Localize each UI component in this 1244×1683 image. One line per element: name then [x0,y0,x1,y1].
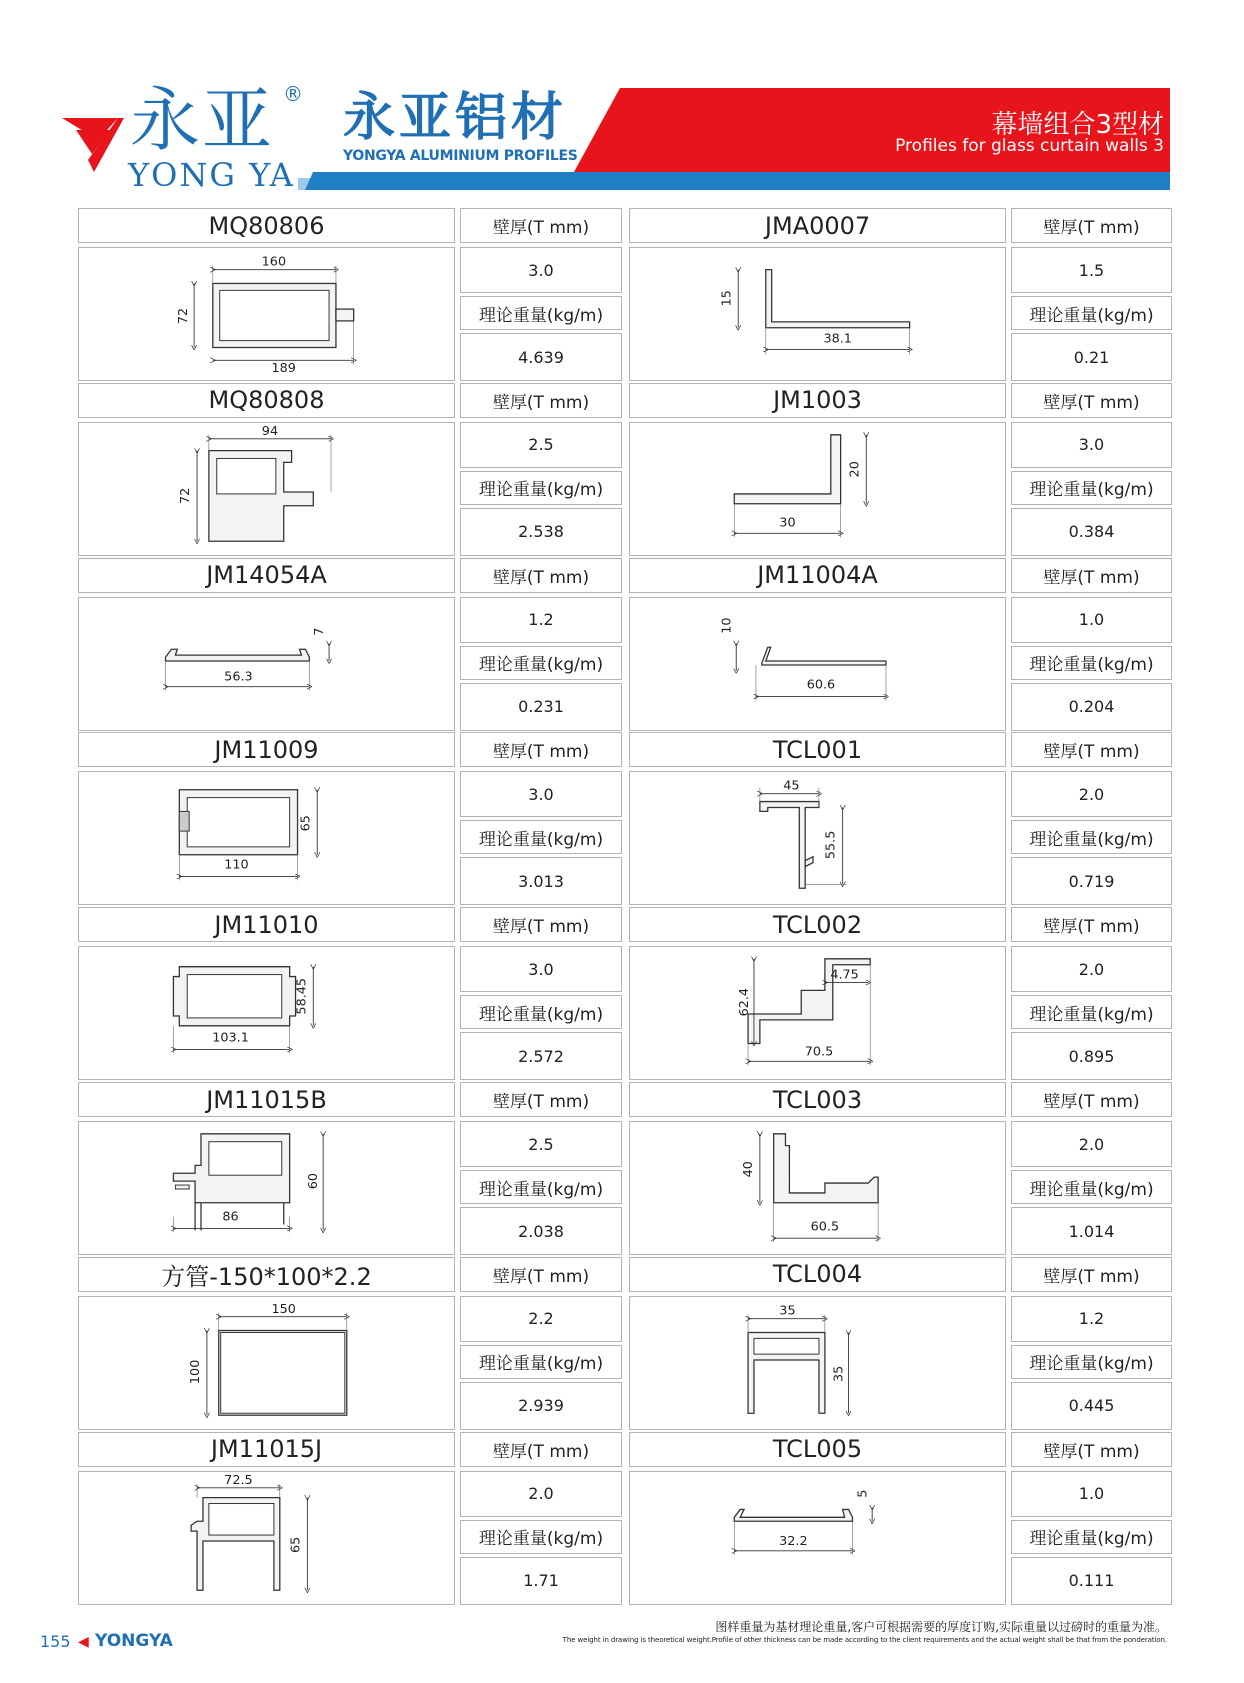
weight-label-cell [1011,471,1172,505]
weight-value: 1.71 [523,1571,559,1591]
dimension-label: 30 [779,515,796,531]
company-name-en: YONGYA ALUMINIUM PROFILES [343,148,578,164]
yongya-logo-mark [62,110,124,172]
profile-name-cell [629,732,1006,767]
weight-label-cell [460,296,622,330]
weight-label: 理论重量(kg/m) [478,1179,604,1200]
dimension-label: 32.2 [779,1533,808,1549]
profile-drawing [629,1121,1006,1255]
dimension-label: 100 [188,1359,204,1384]
weight-value-cell [460,857,622,905]
profile-cross-section [79,1297,454,1429]
header-stripe [305,172,1170,190]
profile-model-name: JM11015J [210,1435,323,1464]
thickness-label-cell [1011,732,1172,767]
thickness-label: 壁厚(T mm) [492,567,590,588]
profile-cross-section [79,1122,454,1254]
weight-value-cell [1011,857,1172,905]
thickness-label: 壁厚(T mm) [492,392,590,413]
profile-cross-section [79,947,454,1079]
weight-label-cell [460,1520,622,1554]
thickness-label: 壁厚(T mm) [1043,742,1140,763]
weight-note-en: The weight in drawing is theoretical weight.Profile of other thickness can be made according to the client requirements and the actual weight shall be that from the ponderation. [562,1636,1167,1644]
profile-model-name: MQ80808 [208,386,325,415]
weight-label: 理论重量(kg/m) [1029,1354,1154,1375]
thickness-value: 1.2 [1078,1309,1105,1329]
thickness-label-cell [460,558,622,593]
weight-value-cell [1011,1032,1172,1080]
profile-drawing [629,771,1006,905]
profile-drawing [629,422,1006,556]
thickness-label: 壁厚(T mm) [1043,917,1140,938]
profile-drawing [78,422,455,556]
weight-value: 2.038 [518,1221,564,1241]
thickness-label: 壁厚(T mm) [1043,567,1140,588]
dimension-label: 40 [740,1161,756,1178]
profile-cross-section [79,248,454,380]
profile-cross-section [630,598,1005,730]
weight-value: 2.538 [518,522,564,542]
category-title-cn: 幕墙组合3型材 [991,110,1164,140]
dimension-label: 189 [271,361,296,377]
profile-name-cell [78,1082,455,1117]
profile-name-cell [629,1257,1006,1292]
weight-label: 理论重量(kg/m) [478,1529,604,1550]
dimension-label: 150 [271,1301,296,1317]
weight-label-cell [1011,995,1172,1029]
weight-label: 理论重量(kg/m) [1029,829,1154,850]
weight-label-cell [1011,646,1172,680]
thickness-label-cell [1011,1082,1172,1117]
thickness-label-cell [460,383,622,418]
profile-model-name: JM11009 [214,735,319,764]
profile-drawing [78,946,455,1080]
dimension-label: 10 [719,617,735,634]
profile-cross-section [630,1297,1005,1429]
profile-name-cell [629,208,1006,243]
thickness-label: 壁厚(T mm) [1043,1266,1140,1287]
profile-model-name: 方管-150*100*2.2 [161,1262,372,1291]
weight-value: 0.384 [1068,522,1115,542]
thickness-label: 壁厚(T mm) [1043,218,1140,238]
weight-value-cell [460,1382,622,1430]
thickness-label: 壁厚(T mm) [1043,392,1140,413]
profile-drawing [78,1296,455,1430]
thickness-label: 壁厚(T mm) [492,218,590,238]
profile-cross-section [79,598,454,730]
weight-value: 0.719 [1068,871,1115,891]
weight-value: 0.895 [1068,1046,1115,1066]
weight-label-cell [1011,1345,1172,1379]
brand-name-cn: 永亚 [130,79,274,161]
weight-label: 理论重量(kg/m) [1029,305,1154,326]
thickness-value-cell [460,1471,622,1517]
profile-model-name: JM11010 [214,910,319,939]
thickness-value: 2.0 [528,1484,554,1504]
thickness-value: 1.0 [1078,1484,1105,1504]
thickness-label-cell [460,1082,622,1117]
weight-label-cell [460,820,622,854]
weight-label-cell [1011,1520,1172,1554]
thickness-value: 2.0 [1078,959,1105,979]
footer-brand: YONGYA [95,1631,173,1651]
thickness-label-cell [1011,208,1172,243]
weight-label-cell [460,1170,622,1204]
thickness-label: 壁厚(T mm) [1043,1441,1140,1462]
thickness-value-cell [1011,247,1172,293]
weight-value: 0.111 [1068,1571,1115,1591]
dimension-label: 15 [719,290,735,307]
weight-value: 1.014 [1068,1221,1115,1241]
thickness-label: 壁厚(T mm) [492,1092,590,1112]
dimension-label: 65 [298,815,314,832]
profile-name-cell [629,1432,1006,1467]
thickness-value: 3.0 [528,260,554,280]
weight-label: 理论重量(kg/m) [478,1004,604,1025]
thickness-value: 2.5 [528,435,554,455]
dimension-label: 72 [178,487,194,504]
weight-value-cell [1011,683,1172,731]
profile-name-cell [78,208,455,243]
dimension-label: 70.5 [804,1044,834,1060]
thickness-label: 壁厚(T mm) [492,917,590,938]
dimension-label: 20 [847,460,863,478]
profile-model-name: JM14054A [206,561,327,590]
dimension-label: 35 [779,1303,796,1319]
weight-label: 理论重量(kg/m) [1029,655,1154,676]
weight-value-cell [460,1207,622,1255]
profile-drawing [629,946,1006,1080]
profile-cross-section [79,772,454,904]
profile-name-cell [629,1082,1006,1117]
company-name-cn: 永亚铝材 [343,88,568,148]
thickness-value-cell [1011,946,1172,992]
profile-name-cell [78,1257,455,1292]
profile-name-cell [78,1432,455,1467]
profile-cross-section [79,1472,454,1604]
thickness-value-cell [460,597,622,643]
dimension-label: 56.3 [224,669,253,685]
page-number: 155 [40,1632,71,1651]
profile-model-name: JM11015B [206,1085,327,1114]
thickness-value-cell [460,422,622,468]
weight-value-cell [460,1032,622,1080]
dimension-label: 60.6 [806,677,836,693]
dimension-label: 58.45 [294,978,310,1015]
profile-drawing [78,1471,455,1605]
weight-label: 理论重量(kg/m) [478,480,604,501]
thickness-value-cell [460,247,622,293]
dimension-label: 72.5 [224,1472,253,1488]
thickness-value-cell [1011,1296,1172,1342]
weight-value: 0.204 [1068,697,1115,717]
weight-label-cell [1011,820,1172,854]
weight-label-cell [1011,1170,1172,1204]
category-title-en: Profiles for glass curtain walls 3 [895,136,1164,156]
thickness-value-cell [460,946,622,992]
profile-name-cell [78,907,455,942]
profile-drawing [629,1471,1006,1605]
thickness-value: 3.0 [1078,435,1105,455]
weight-label-cell [460,471,622,505]
thickness-label-cell [1011,383,1172,418]
weight-value: 2.939 [518,1396,564,1416]
weight-value: 3.013 [518,871,564,891]
profile-name-cell [78,732,455,767]
weight-label: 理论重量(kg/m) [1029,1004,1154,1025]
weight-label-cell [460,995,622,1029]
profile-cross-section [630,772,1005,904]
weight-label: 理论重量(kg/m) [478,1354,604,1375]
thickness-label: 壁厚(T mm) [492,742,590,763]
profile-cross-section [630,1472,1005,1604]
thickness-label-cell [460,1432,622,1467]
dimension-label: 38.1 [823,331,852,347]
thickness-label-cell [460,208,622,243]
thickness-value: 2.0 [1078,784,1105,804]
dimension-label: 62.4 [737,988,753,1017]
profile-name-cell [629,907,1006,942]
dimension-label: 103.1 [212,1030,249,1046]
thickness-label: 壁厚(T mm) [492,1266,590,1287]
thickness-value-cell [1011,422,1172,468]
profile-model-name: TCL004 [772,1260,863,1289]
profile-model-name: JM1003 [773,386,862,415]
profile-name-cell [78,558,455,593]
thickness-value: 1.5 [1078,260,1105,280]
registered-mark: ® [283,82,303,106]
thickness-value-cell [1011,1471,1172,1517]
dimension-label: 110 [224,857,249,873]
profile-drawing [629,597,1006,731]
profile-cross-section [630,423,1005,555]
profile-cross-section [630,947,1005,1079]
weight-value-cell [1011,1207,1172,1255]
weight-value-cell [1011,333,1172,381]
thickness-label-cell [1011,1432,1172,1467]
profile-model-name: TCL003 [772,1085,863,1114]
profile-name-cell [629,558,1006,593]
dimension-label: 45 [783,779,800,795]
profile-cross-section [79,423,454,555]
dimension-label: 72 [176,307,192,325]
dimension-label: 5 [855,1489,871,1498]
weight-value-cell [1011,1557,1172,1605]
weight-note-cn: 图样重量为基材理论重量,客户可根据需要的厚度订购,实际重量以过磅时的重量为准。 [715,1620,1167,1634]
profile-cross-section [630,248,1005,380]
profile-name-cell [629,383,1006,418]
thickness-value-cell [1011,597,1172,643]
thickness-label-cell [460,732,622,767]
dimension-label: 7 [312,627,328,636]
weight-value-cell [460,333,622,381]
weight-label-cell [460,646,622,680]
thickness-value: 2.2 [528,1309,554,1329]
thickness-value-cell [460,1296,622,1342]
weight-value: 0.21 [1073,347,1110,367]
profile-model-name: TCL002 [772,910,863,939]
page-arrow-icon: ◀ [78,1634,89,1650]
weight-value-cell [1011,508,1172,556]
thickness-value: 1.0 [1078,610,1105,630]
profile-model-name: TCL001 [772,735,863,764]
thickness-label-cell [1011,907,1172,942]
profile-cross-section [630,1122,1005,1254]
weight-label: 理论重量(kg/m) [1029,1529,1154,1550]
brand-name-en: YONG YA [128,156,295,194]
dimension-label: 55.5 [823,831,839,860]
weight-value-cell [460,508,622,556]
profile-drawing [629,1296,1006,1430]
thickness-value: 1.2 [528,610,554,630]
profile-name-cell [78,383,455,418]
thickness-label-cell [1011,1257,1172,1292]
weight-value: 4.639 [518,347,564,367]
weight-value: 0.231 [518,697,564,717]
thickness-label-cell [460,1257,622,1292]
dimension-label: 60.5 [810,1219,840,1235]
profile-drawing [78,597,455,731]
weight-label-cell [460,1345,622,1379]
dimension-label: 86 [222,1209,239,1225]
thickness-label-cell [1011,558,1172,593]
thickness-value-cell [1011,771,1172,817]
weight-value-cell [460,1557,622,1605]
weight-label: 理论重量(kg/m) [1029,1179,1154,1200]
weight-label: 理论重量(kg/m) [478,829,604,850]
dimension-label: 60 [306,1172,322,1190]
thickness-value: 2.0 [1078,1134,1105,1154]
profile-model-name: JMA0007 [764,211,871,240]
dimension-label: 160 [261,254,287,270]
profile-drawing [78,771,455,905]
dimension-label: 4.75 [830,967,859,983]
dimension-label: 35 [831,1365,847,1382]
thickness-value-cell [460,771,622,817]
weight-label: 理论重量(kg/m) [1029,480,1154,501]
profile-model-name: MQ80806 [208,211,325,240]
dimension-label: 65 [288,1536,304,1553]
profile-drawing [78,1121,455,1255]
thickness-value-cell [1011,1121,1172,1167]
thickness-label-cell [460,907,622,942]
thickness-value: 3.0 [528,959,554,979]
thickness-label: 壁厚(T mm) [1043,1092,1140,1112]
weight-value: 0.445 [1068,1396,1115,1416]
profile-drawing [78,247,455,381]
weight-label: 理论重量(kg/m) [478,655,604,676]
weight-value-cell [460,683,622,731]
profile-model-name: TCL005 [772,1435,863,1464]
weight-label: 理论重量(kg/m) [478,305,604,326]
weight-label-cell [1011,296,1172,330]
thickness-value-cell [460,1121,622,1167]
profile-model-name: JM11004A [757,561,878,590]
dimension-label: 94 [261,423,279,439]
profile-drawing [629,247,1006,381]
thickness-value: 3.0 [528,784,554,804]
thickness-value: 2.5 [528,1134,554,1154]
thickness-label: 壁厚(T mm) [492,1441,590,1462]
weight-value-cell [1011,1382,1172,1430]
weight-value: 2.572 [518,1046,564,1066]
